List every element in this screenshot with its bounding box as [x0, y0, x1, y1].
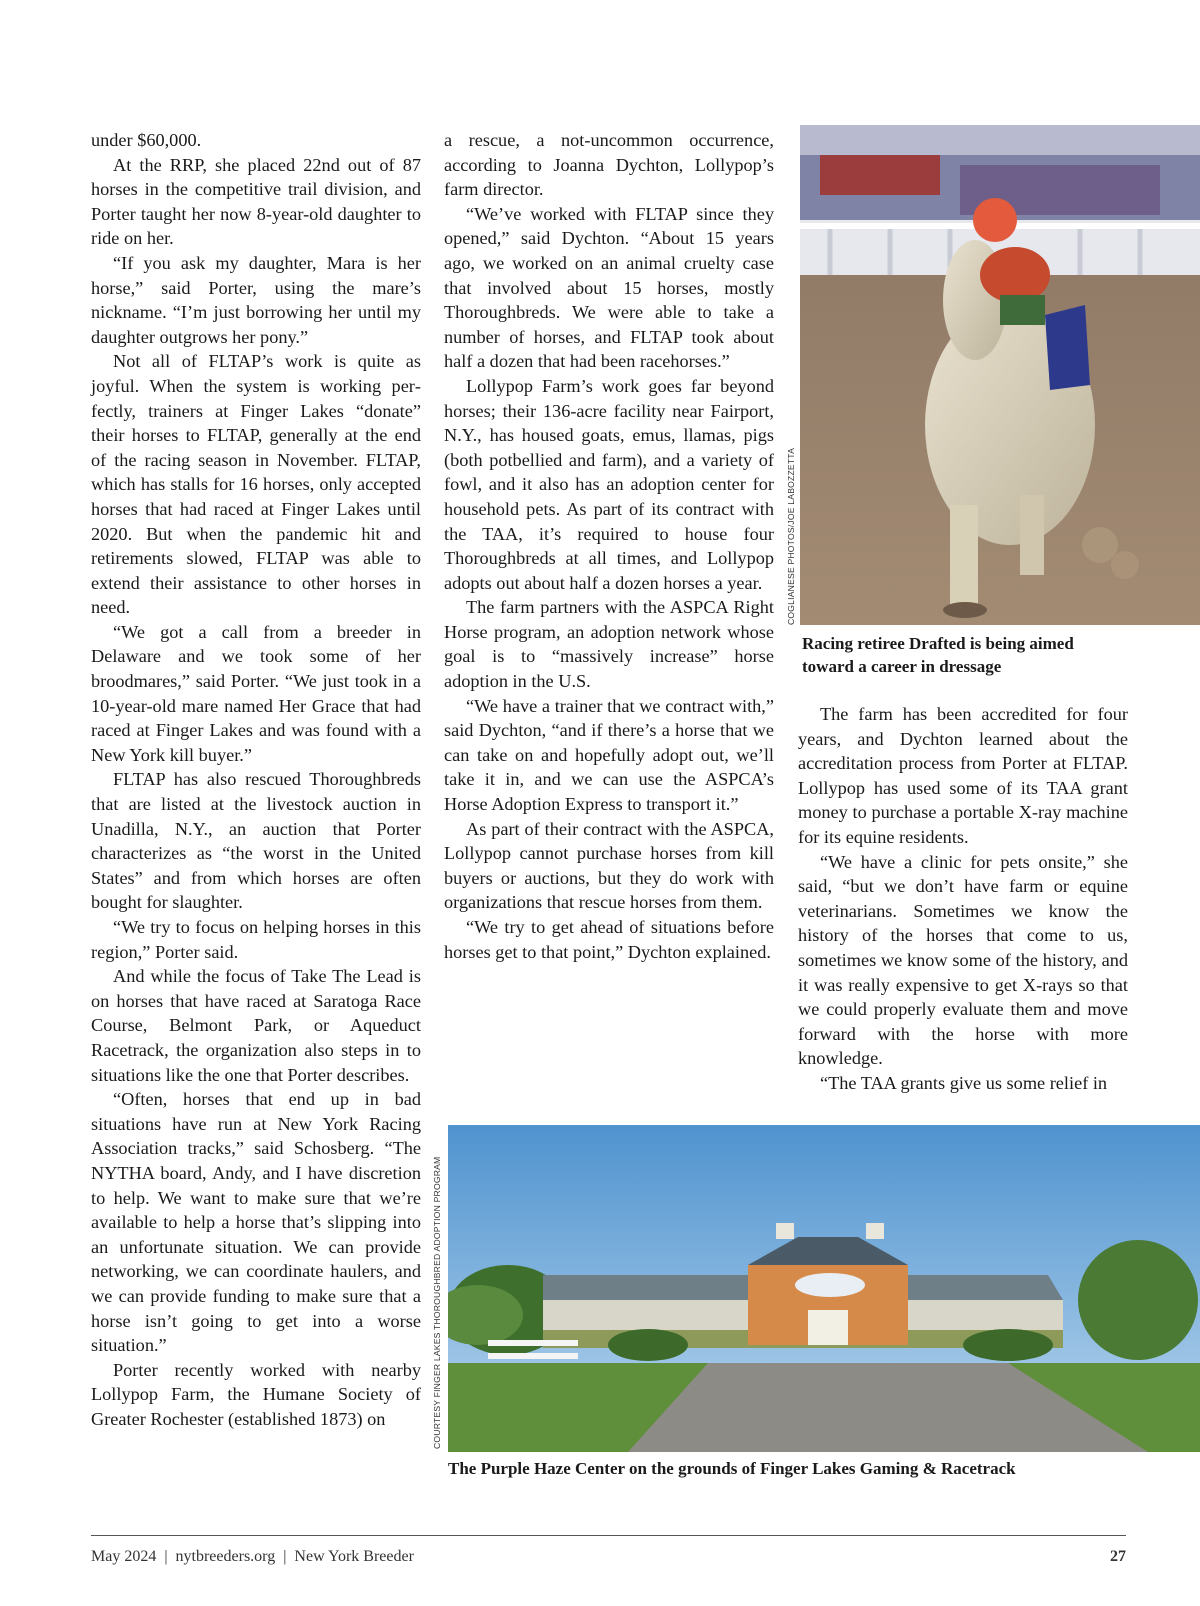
article-paragraph: And while the focus of Take The Lead is on horses that have raced at Saratoga Race Course, Belmont Park, or Aqueduct Racetrack, the organization also steps in to situations like the one that Porter describes. [91, 966, 421, 1085]
article-column-1 [91, 128, 421, 1431]
photo-credit: COGLIANESE PHOTOS/JOE LABOZZETTA [786, 447, 796, 625]
photo-caption [802, 632, 1182, 678]
caption-line: Racing retiree Drafted is being aimed [802, 634, 1074, 653]
article-paragraph: Lollypop Farm’s work goes far beyond horses; their 136-acre facility near Fairport, N.Y., has housed goats, emus, llamas, pigs (both potbellied and farm), and a variety of fowl, and it also has an adoption center for household pets. As part of its contract with the TAA, it’s required to house four Thoroughbreds at all times, and Lollypop adopts out about half a dozen horses a year. [444, 375, 774, 593]
article-paragraph: “We’ve worked with FLTAP since they opened,” said Dychton. “About 15 years ago, we worked on an animal cruelty case that involved about 15 horses, mostly Thoroughbreds. We were able to take a number of horses, and FLTAP took about half a dozen that had been racehorses.” [444, 203, 774, 372]
footer-divider [91, 1535, 1126, 1536]
publication-name: New York Breeder [294, 1548, 414, 1565]
photo-caption: The Purple Haze Center on the grounds of Finger Lakes Gaming & Racetrack [448, 1459, 1016, 1478]
article-paragraph: “Often, horses that end up in bad situations have run at New York Racing Association tracks,” said Schosberg. “The NYTHA board, Andy, and I have discretion to help. We want to make sure that we’re available to help a horse that’s slipping into an unfortunate situation. We can provide networking, we can coordinate haulers, and we can provide funding to make sure that a horse isn’t going to get into a worse situation.” [91, 1089, 421, 1356]
article-paragraph: At the RRP, she placed 22nd out of 87 horses in the competitive trail division, and Porter taught her now 8-year-old daughter to ride on her. [91, 154, 421, 249]
article-paragraph: The farm has been accredited for four years, and Dychton learned about the accreditation process from Porter at FLTAP. Lollypop has used some of its TAA grant money to purchase a portable X-ray machine for its equine residents. [798, 704, 1128, 847]
article-paragraph: “We have a trainer that we contract with,” said Dychton, “and if there’s a horse that we can take on and hopefully adopt out, we’ll take it in, and we can use the ASPCA’s Horse Adoption Express to transport it.” [444, 695, 774, 815]
page-number: 27 [1110, 1548, 1126, 1565]
article-paragraph: “We try to get ahead of situations before horses get to that point,” Dychton explained. [444, 917, 774, 962]
article-column-2 [444, 128, 774, 964]
page-footer: May 2024 | nytbreeders.org | New York Breeder 27 [91, 1548, 1126, 1565]
article-paragraph: “We have a clinic for pets onsite,” she said, “but we don’t have farm or equine veterinarians. Sometimes we know the history of the horses that come to us, sometimes we know some of the history, and it was really expensive to get X-rays so that we could properly evaluate them and move forward with the horse with more knowledge. [798, 851, 1128, 1069]
article-paragraph: “The TAA grants give us some relief in [820, 1072, 1108, 1093]
article-paragraph: “We try to focus on helping horses in this region,” Porter said. [91, 917, 421, 962]
issue-date: May 2024 [91, 1548, 157, 1565]
article-paragraph: As part of their contract with the ASPCA, Lollypop cannot purchase horses from kill buyers or auctions, but they do work with organizations that rescue horses from them. [444, 818, 774, 913]
article-paragraph: Not all of FLTAP’s work is quite as joyful. When the system is working perfectly, trainers at Finger Lakes “donate” their horses to FLTAP, generally at the end of the racing season in November. FLTAP, which has stalls for 16 horses, only accepted horses that had raced at Finger Lakes until 2020. But when the pandemic hit and retirements slowed, FLTAP was able to extend their assistance to other horses in need. [91, 351, 421, 618]
article-paragraph: a rescue, a not-uncommon occurrence, according to Joanna Dychton, Lollypop’s farm director. [444, 130, 774, 200]
article-paragraph: FLTAP has also rescued Thoroughbreds that are listed at the livestock auction in Unadilla, N.Y., an auction that Porter characterizes as “the worst in the United States” and from which horses are often bought for slaughter. [91, 769, 421, 913]
article-paragraph: “We got a call from a breeder in Delaware and we took some of her broodmares,” said Porter. “We just took in a 10-year-old mare named Her Grace that had raced at Finger Lakes and was found with a New York kill buyer.” [91, 621, 421, 765]
photo-credit: COURTESY FINGER LAKES THOROUGHBRED ADOPTION PROGRAM [432, 1156, 442, 1449]
website-link[interactable]: nytbreeders.org [175, 1548, 276, 1565]
building-photo [448, 1125, 1200, 1452]
article-paragraph: under $60,000. [91, 130, 202, 150]
caption-line: toward a career in dressage [802, 657, 1002, 676]
article-paragraph: Porter recently worked with nearby Lollypop Farm, the Humane Society of Greater Rochester (established 1873) on [91, 1359, 421, 1429]
article-paragraph: The farm partners with the ASPCA Right Horse program, an adoption network whose goal is to “massively increase” horse adoption in the U.S. [444, 597, 774, 692]
racehorse-photo [800, 125, 1200, 625]
article-paragraph: “If you ask my daughter, Mara is her horse,” said Porter, using the mare’s nickname. “I’m just borrowing her until my daughter outgrows her pony.” [91, 252, 421, 347]
article-column-3 [798, 702, 1128, 1096]
